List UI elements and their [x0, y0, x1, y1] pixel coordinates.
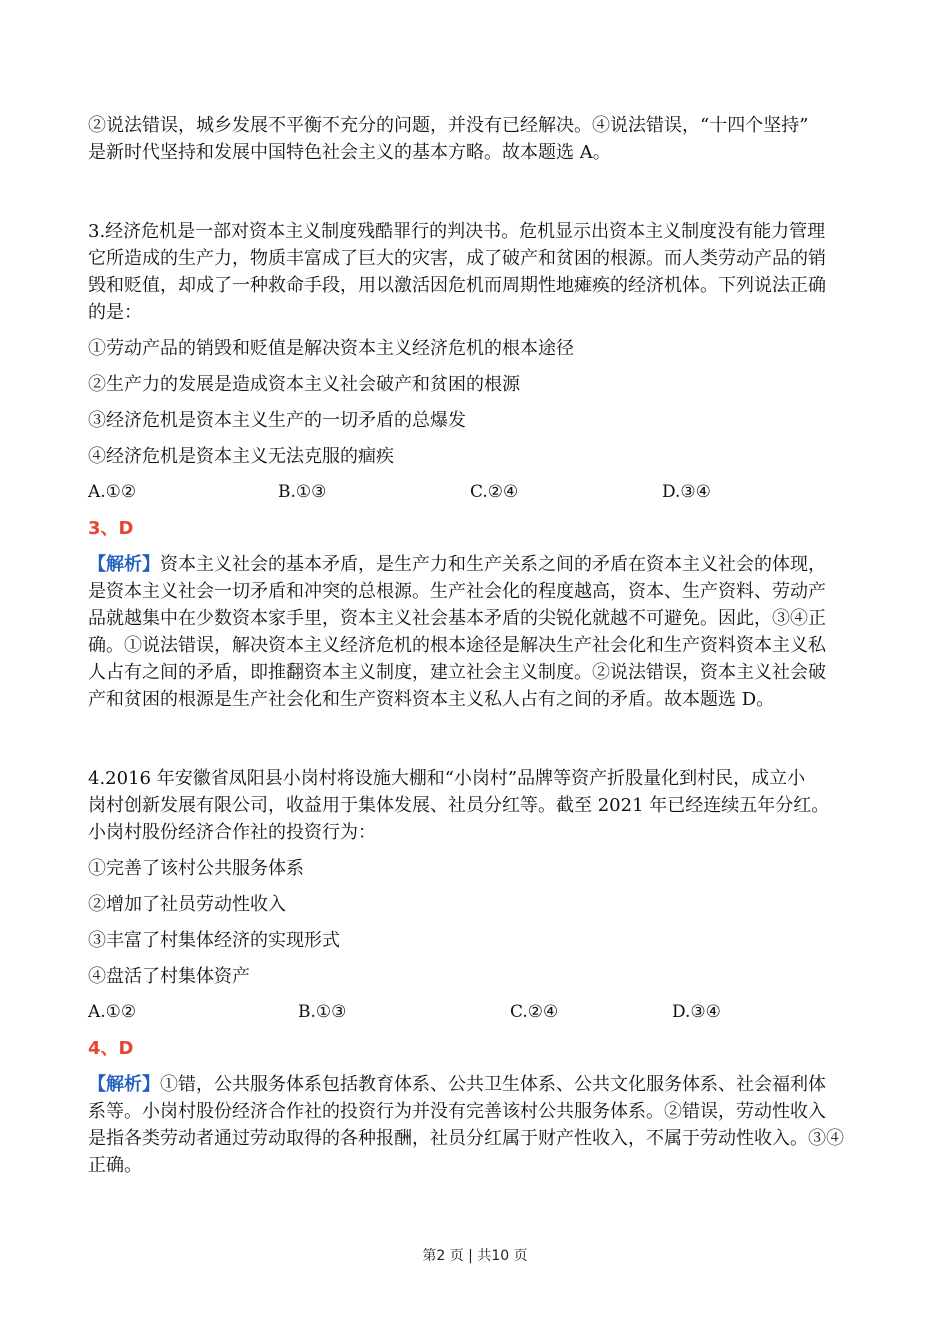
explanation-line: 产和贫困的根源是生产社会化和生产资料资本主义私人占有之间的矛盾。故本题选 D。: [88, 689, 775, 710]
explanation-tag: 【解析】: [88, 1074, 160, 1095]
answer-label: 3、D: [88, 518, 134, 539]
statement-option: ②生产力的发展是造成资本主义社会破产和贫困的根源: [88, 374, 520, 395]
statement-option: ③丰富了村集体经济的实现形式: [88, 930, 340, 951]
choice-b: B.①③: [278, 482, 327, 502]
choice-d: D.③④: [672, 1002, 721, 1022]
choice-c: C.②④: [470, 482, 519, 502]
statement-option: ①劳动产品的销毁和贬值是解决资本主义经济危机的根本途径: [88, 338, 574, 359]
choice-a: A.①②: [88, 1002, 137, 1022]
explanation-line: ①错，公共服务体系包括教育体系、公共卫生体系、公共文化服务体系、社会福利体: [160, 1074, 826, 1095]
stem-line: 4.2016 年安徽省凤阳县小岗村将设施大棚和“小岗村”品牌等资产折股量化到村民，成立小: [88, 768, 806, 789]
choice-c: C.②④: [510, 1002, 559, 1022]
explanation-line: 是指各类劳动者通过劳动取得的各种报酬，社员分红属于财产性收入，不属于劳动性收入。③④: [88, 1128, 844, 1149]
answer-label: 4、D: [88, 1038, 134, 1059]
explanation-tag: 【解析】: [88, 554, 160, 575]
question-4: [88, 765, 868, 1179]
choice-d: D.③④: [662, 482, 711, 502]
choice-row: [88, 479, 868, 506]
stem-line: 岗村创新发展有限公司，收益用于集体发展、社员分红等。截至 2021 年已经连续五年分红。: [88, 795, 830, 816]
page-footer: 第2 页 | 共10 页: [422, 1248, 528, 1264]
statement-option: ②增加了社员劳动性收入: [88, 894, 286, 915]
explanation-line: 系等。小岗村股份经济合作社的投资行为并没有完善该村公共服务体系。②错误，劳动性收入: [88, 1101, 826, 1122]
question-3-stem: [88, 218, 868, 326]
statement-option: ④盘活了村集体资产: [88, 966, 250, 987]
explanation-line: 品就越集中在少数资本家手里，资本主义社会基本矛盾的尖锐化就越不可避免。因此，③④正: [88, 608, 826, 629]
explanation: [88, 1071, 868, 1179]
statement-option: ③经济危机是资本主义生产的一切矛盾的总爆发: [88, 410, 466, 431]
explanation: [88, 551, 868, 713]
choice-row: [88, 999, 868, 1026]
stem-line: 的是：: [88, 302, 142, 323]
explanation-line: 是资本主义社会一切矛盾和冲突的总根源。生产社会化的程度越高，资本、生产资料、劳动产: [88, 581, 826, 602]
stem-line: 它所造成的生产力，物质丰富成了巨大的灾害，成了破产和贫困的根源。而人类劳动产品的销: [88, 248, 826, 269]
choice-b: B.①③: [298, 1002, 347, 1022]
intro-line-1: ②说法错误，城乡发展不平衡不充分的问题，并没有已经解决。④说法错误，“十四个坚持”: [88, 115, 809, 136]
question-3: [88, 218, 868, 713]
explanation-line: 正确。: [88, 1155, 142, 1176]
explanation-line: 资本主义社会的基本矛盾，是生产力和生产关系之间的矛盾在资本主义社会的体现，: [160, 554, 826, 575]
explanation-line: 人占有之间的矛盾，即推翻资本主义制度，建立社会主义制度。②说法错误，资本主义社会破: [88, 662, 826, 683]
statement-option: ①完善了该村公共服务体系: [88, 858, 304, 879]
question-4-stem: [88, 765, 868, 846]
statement-option: ④经济危机是资本主义无法克服的痼疾: [88, 446, 394, 467]
intro-line-2: 是新时代坚持和发展中国特色社会主义的基本方略。故本题选 A。: [88, 142, 611, 163]
stem-line: 3.经济危机是一部对资本主义制度残酷罪行的判决书。危机显示出资本主义制度没有能力管理: [88, 221, 826, 242]
explanation-line: 确。①说法错误，解决资本主义经济危机的根本途径是解决生产社会化和生产资料资本主义私: [88, 635, 826, 656]
document-page: [88, 112, 868, 1179]
stem-line: 毁和贬值，却成了一种救命手段，用以激活因危机而周期性地瘫痪的经济机体。下列说法正确: [88, 275, 826, 296]
choice-a: A.①②: [88, 482, 137, 502]
stem-line: 小岗村股份经济合作社的投资行为：: [88, 822, 376, 843]
